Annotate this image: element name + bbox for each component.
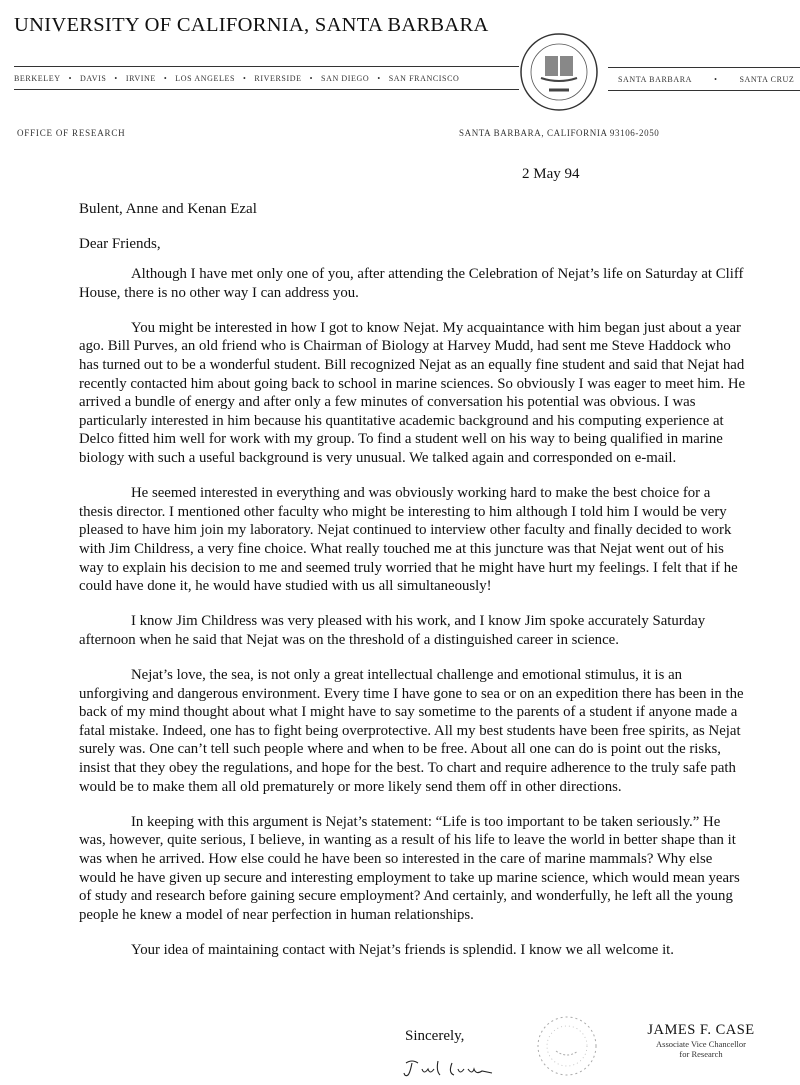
- separator: •: [163, 73, 168, 83]
- campus-name: LOS ANGELES: [175, 73, 236, 83]
- paragraph: I know Jim Childress was very pleased with his work, and I know Jim spoke accurately Saturday afternoon when he said that Nejat was on the threshold of a distinguished career in science.: [79, 613, 706, 648]
- separator: •: [309, 73, 314, 83]
- campus-list-left: [14, 67, 519, 89]
- separator: •: [377, 73, 381, 83]
- campus-band-left: [14, 66, 519, 90]
- separator: •: [68, 73, 72, 83]
- closing: Sincerely,: [405, 1028, 465, 1044]
- campus-name: SAN FRANCISCO: [388, 73, 460, 83]
- separator: •: [243, 73, 247, 83]
- paragraph: Nejat’s love, the sea, is not only a great intellectual challenge and emotional stimulus, it is an unforgiving and dangerous environment. Every time I have gone to sea or on an expedition there has been in the back of my mind thought about what I might have to say sometime to the parents of a student if anyone made a fatal mistake. Indeed, one has to fight being overprotective. All my best students have been free spirits, as Nejat surely was. One can’t tell such people where and when to be free. About all one can do is point out the risks, insist that they obey the regulations, and hope for the best. To chart and require adherence to the truly safe path would be to make them all old prematurely or more likely send them off in other directions.: [79, 667, 744, 795]
- office-address: SANTA BARBARA, CALIFORNIA 93106-2050: [459, 128, 660, 138]
- paragraph: You might be interested in how I got to know Nejat. My acquaintance with him began just about a year ago. Bill Purves, an old friend who is Chairman of Biology at Harvey Mudd, had sent me Steve Haddock who has turned out to be a wonderful student. Bill recognized Nejat as an equally fine student and said that Nejat had recently contacted him about going back to school in marine sciences. So obviously I was eager to meet him. He arrived a bundle of energy and after only a few minutes of conversation his potential was obvious. I was particularly interested in him because his quantitative academic background and his computing experience at Delco fitted him well for work with my group. To find a student well on his way to being qualified in marine biology with such a useful background is very unusual. We talked again and corresponded on e-mail.: [79, 319, 746, 466]
- university-name: UNIVERSITY OF CALIFORNIA, SANTA BARBARA: [14, 14, 489, 36]
- letter-date: 2 May 94: [522, 166, 580, 182]
- embossed-seal-icon: [536, 1015, 598, 1077]
- separator: •: [714, 74, 718, 84]
- campus-band-right: [608, 67, 800, 91]
- paragraph: Your idea of maintaining contact with Nejat’s friends is splendid. I know we all welcome it.: [131, 941, 674, 958]
- paragraph: Although I have met only one of you, after attending the Celebration of Nejat’s life on Saturday at Cliff House, there is no other way I can address you.: [79, 266, 744, 301]
- campus-name: RIVERSIDE: [254, 73, 302, 83]
- letter-body: [79, 265, 747, 976]
- campus-name: SANTA CRUZ: [739, 74, 795, 84]
- campus-name: SANTA BARBARA: [618, 74, 693, 84]
- campus-list-right: [608, 68, 800, 90]
- campus-name: IRVINE: [125, 73, 156, 83]
- university-seal-icon: [519, 32, 599, 112]
- campus-name: DAVIS: [79, 73, 107, 83]
- campus-name: SAN DIEGO: [321, 73, 370, 83]
- signer-name: JAMES F. CASE: [647, 1022, 755, 1038]
- separator: •: [114, 73, 118, 83]
- paragraph: He seemed interested in everything and was obviously working hard to make the best choice for a thesis director. I mentioned other faculty who might be interesting to him although I told him I would be very pleased to have him join my laboratory. Nejat continued to interview other faculty and finally decided to work with Jim Childress, a very fine choice. What really touched me at this juncture was that Nejat went out of his way to explain his decision to me and seemed truly worried that he might have hurt my feelings. I felt that if he could have done it, he would have studied with us all simultaneously!: [79, 485, 738, 595]
- paragraph: In keeping with this argument is Nejat’s statement: “Life is too important to be taken seriously.” He was, however, quite serious, I believe, in wanting as a result of his life to leave the world in better shape than it was when he arrived. How else could he have been so interested in the care of marine mammals? Why else would he have given up secure and interesting employment to take up marine science, which would mean years of study and research before gaining secure employment? And certainly, and wonderfully, he left all the young people he knew a model of near perfection in human relationships.: [79, 813, 740, 923]
- signer-title: Associate Vice Chancellor: [656, 1039, 746, 1049]
- signer-title-2: for Research: [679, 1049, 723, 1059]
- salutation: Dear Friends,: [79, 236, 161, 252]
- office-name: OFFICE OF RESEARCH: [17, 128, 126, 138]
- recipient: Bulent, Anne and Kenan Ezal: [79, 201, 257, 217]
- campus-name: BERKELEY: [14, 73, 61, 83]
- signer-block: [612, 1022, 790, 1059]
- handwritten-signature: [402, 1055, 497, 1081]
